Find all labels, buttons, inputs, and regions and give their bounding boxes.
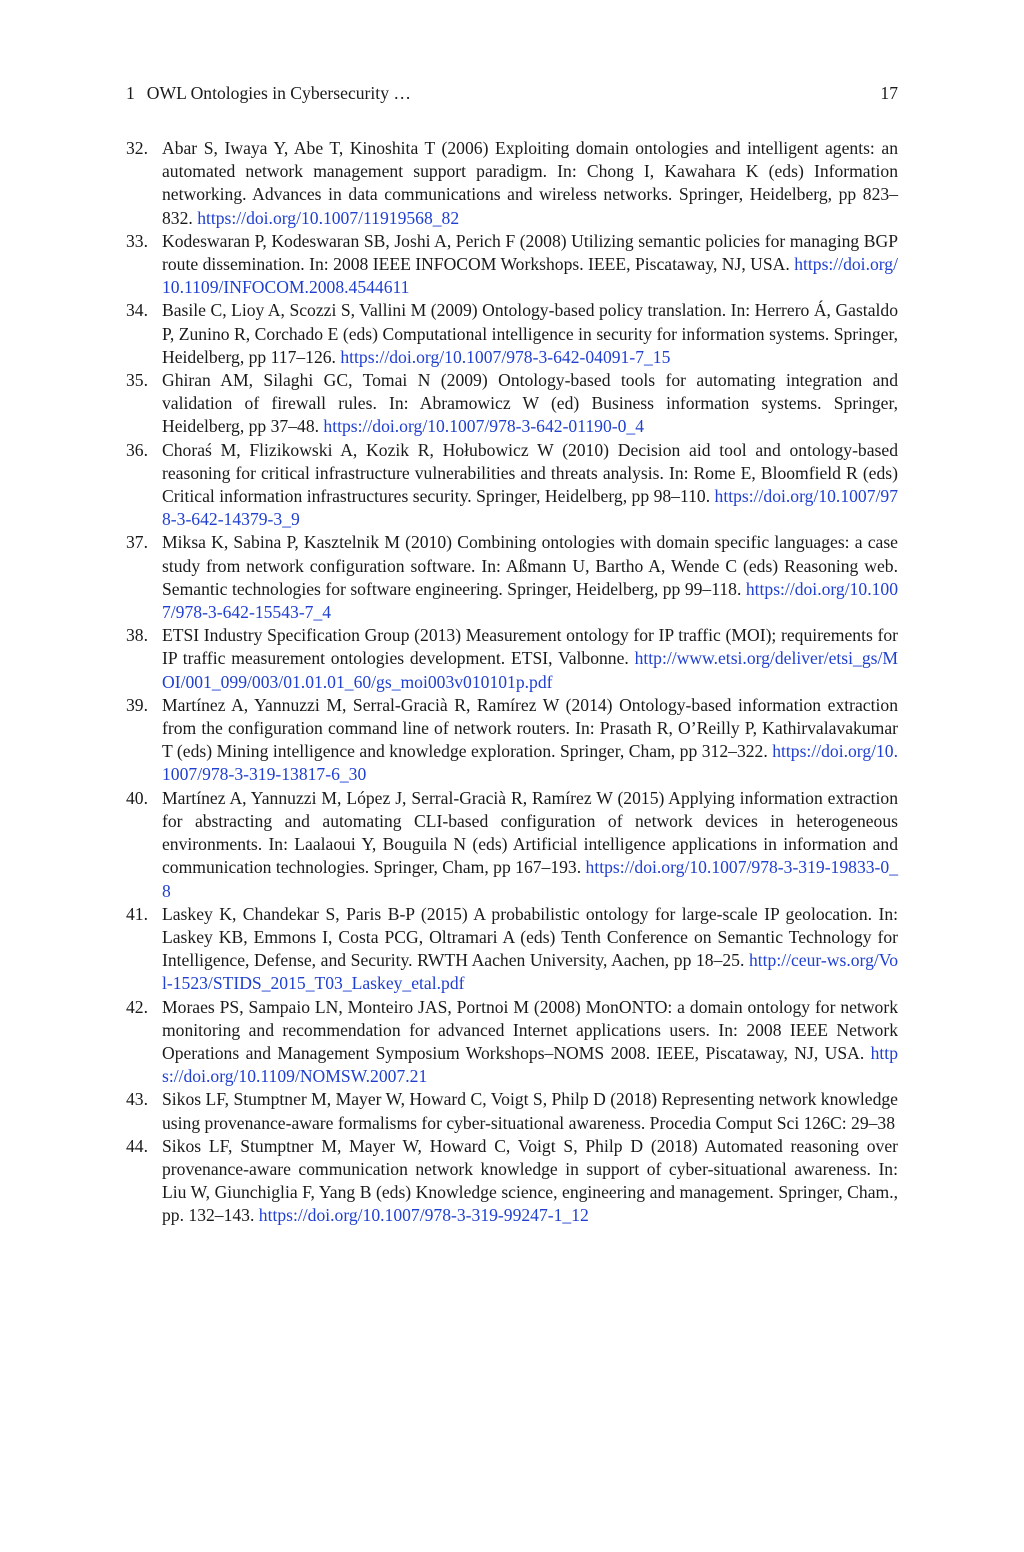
reference-text: ETSI Industry Specification Group (2013) Measurement ontology for IP traffic (MOI); requirements for IP traffic measurement ontologies development. ETSI, Valbonne. [162,625,898,669]
reference-text: Ghiran AM, Silaghi GC, Tomai N (2009) Ontology-based tools for automating integration and validation of firewall rules. In: Abramowicz W (ed) Business information systems. Springer, Heidelberg, pp 37–48. [162,370,898,437]
reference-link[interactable]: https://doi.org/10.1007/978-3-319-13817-6_30 [162,741,898,785]
chapter-number: 1 [126,83,135,103]
reference-link[interactable]: https://doi.org/10.1007/11919568_82 [197,207,460,228]
reference-text: Basile C, Lioy A, Scozzi S, Vallini M (2009) Ontology-based policy translation. In: Herrero Á, Gastaldo P, Zunino R, Corchado E (eds) Computational intelligence in security for information systems. Springer, Heidelberg, pp 117–126. [162,300,898,367]
reference-number: 42. [126,996,148,1017]
reference-link[interactable]: https://doi.org/10.1007/978-3-642-04091-7_15 [340,346,671,367]
reference-list [126,137,898,1228]
reference-item [126,439,898,532]
reference-link[interactable]: https://doi.org/10.1007/978-3-642-15543-7_4 [162,578,898,623]
reference-link[interactable]: http://www.etsi.org/deliver/etsi_gs/MOI/001_099/003/01.01.01_60/gs_moi003v010101p.pdf [162,648,898,692]
reference-number: 36. [126,439,148,460]
reference-link[interactable]: https://doi.org/10.1007/978-3-319-99247-1_12 [258,1205,589,1226]
reference-number: 37. [126,532,148,553]
reference-text: Choraś M, Flizikowski A, Kozik R, Hołubowicz W (2010) Decision aid tool and ontology-based reasoning for critical infrastructure vulnerabilities and threats analysis. In: Rome E, Bloomfield R (eds) Critical information infrastructures security. Springer, Heidelberg, pp 98–110. [162,439,898,507]
reference-number: 34. [126,300,148,321]
reference-number: 44. [126,1135,148,1156]
reference-item [126,1088,898,1134]
reference-text: Miksa K, Sabina P, Kasztelnik M (2010) Combining ontologies with domain specific languages: a case study from network configuration software. In: Aßmann U, Bartho A, Wende C (eds) Reasoning web. Semantic technologies for software engineering. Springer, Heidelberg, pp 99–118. [162,532,898,599]
reference-text: Abar S, Iwaya Y, Abe T, Kinoshita T (2006) Exploiting domain ontologies and intelligent agents: an automated network management support paradigm. In: Chong I, Kawahara K (eds) Information networking. Advances in data communications and wireless networks. Springer, Heidelberg, pp 823–832. [162,138,898,228]
reference-link[interactable]: https://doi.org/10.1109/INFOCOM.2008.4544611 [162,254,898,298]
reference-text: Laskey K, Chandekar S, Paris B-P (2015) A probabilistic ontology for large-scale IP geolocation. In: Laskey KB, Emmons I, Costa PCG, Oltramari A (eds) Tenth Conference on Semantic Technology for Intelligence, Defense, and Security. RWTH Aachen University, Aachen, pp 18–25. [162,903,898,971]
reference-text: Kodeswaran P, Kodeswaran SB, Joshi A, Perich F (2008) Utilizing semantic policies for managing BGP route dissemination. In: 2008 IEEE INFOCOM Workshops. IEEE, Piscataway, NJ, USA. [162,230,898,275]
reference-link[interactable]: https://doi.org/10.1109/NOMSW.2007.21 [162,1042,898,1087]
reference-item [126,1135,898,1228]
reference-number: 35. [126,370,148,391]
reference-item [126,787,898,903]
reference-link[interactable]: http://ceur-ws.org/Vol-1523/STIDS_2015_T03_Laskey_etal.pdf [162,950,898,994]
reference-item [126,531,898,624]
reference-number: 40. [126,787,148,808]
chapter-title: OWL Ontologies in Cybersecurity … [146,83,411,103]
reference-item [126,137,898,230]
reference-link[interactable]: https://doi.org/10.1007/978-3-642-01190-0_4 [323,416,645,437]
reference-number: 39. [126,694,148,715]
reference-text: Sikos LF, Stumptner M, Mayer W, Howard C, Voigt S, Philp D (2018) Representing network knowledge using provenance-aware formalisms for cyber-situational awareness. Procedia Comput Sci 126C: 29–38 [162,1089,898,1133]
reference-item [126,996,898,1089]
reference-text: Martínez A, Yannuzzi M, Serral-Gracià R, Ramírez W (2014) Ontology-based information extraction from the configuration command line of network routers. In: Prasath R, O’Reilly P, Kathirvalavakumar T (eds) Mining intelligence and knowledge exploration. Springer, Cham, pp 312–322. [162,694,898,762]
page-number: 17 [880,83,898,103]
reference-item [126,230,898,300]
reference-text: Moraes PS, Sampaio LN, Monteiro JAS, Portnoi M (2008) MonONTO: a domain ontology for network monitoring and recommendation for advanced Internet applications users. In: 2008 IEEE Network Operations and Management Symposium Workshops–NOMS 2008. IEEE, Piscataway, NJ, USA. [162,996,898,1063]
reference-link[interactable]: https://doi.org/10.1007/978-3-642-14379-3_9 [162,486,898,530]
reference-number: 32. [126,138,148,158]
reference-item [126,694,898,787]
reference-number: 33. [126,230,148,251]
reference-item [126,624,898,694]
reference-number: 38. [126,625,148,646]
running-header [126,80,898,106]
reference-item [126,903,898,996]
reference-number: 43. [126,1089,148,1110]
reference-number: 41. [126,903,148,924]
reference-link[interactable]: https://doi.org/10.1007/978-3-319-19833-0_8 [162,857,898,901]
reference-item [126,369,898,439]
reference-item [126,299,898,369]
chapter-heading [126,80,411,106]
reference-text: Sikos LF, Stumptner M, Mayer W, Howard C, Voigt S, Philp D (2018) Automated reasoning over provenance-aware communication network knowledge in support of cyber-situational awareness. In: Liu W, Giunchiglia F, Yang B (eds) Knowledge science, engineering and management. Springer, Cham., pp. 132–143. [162,1135,898,1226]
reference-text: Martínez A, Yannuzzi M, López J, Serral-Gracià R, Ramírez W (2015) Applying information extraction for abstracting and automating CLI-based configuration of network devices in heterogeneous environments. In: Laalaoui Y, Bouguila N (eds) Artificial intelligence applications in information and communication technologies. Springer, Cham, pp 167–193. [162,787,898,878]
